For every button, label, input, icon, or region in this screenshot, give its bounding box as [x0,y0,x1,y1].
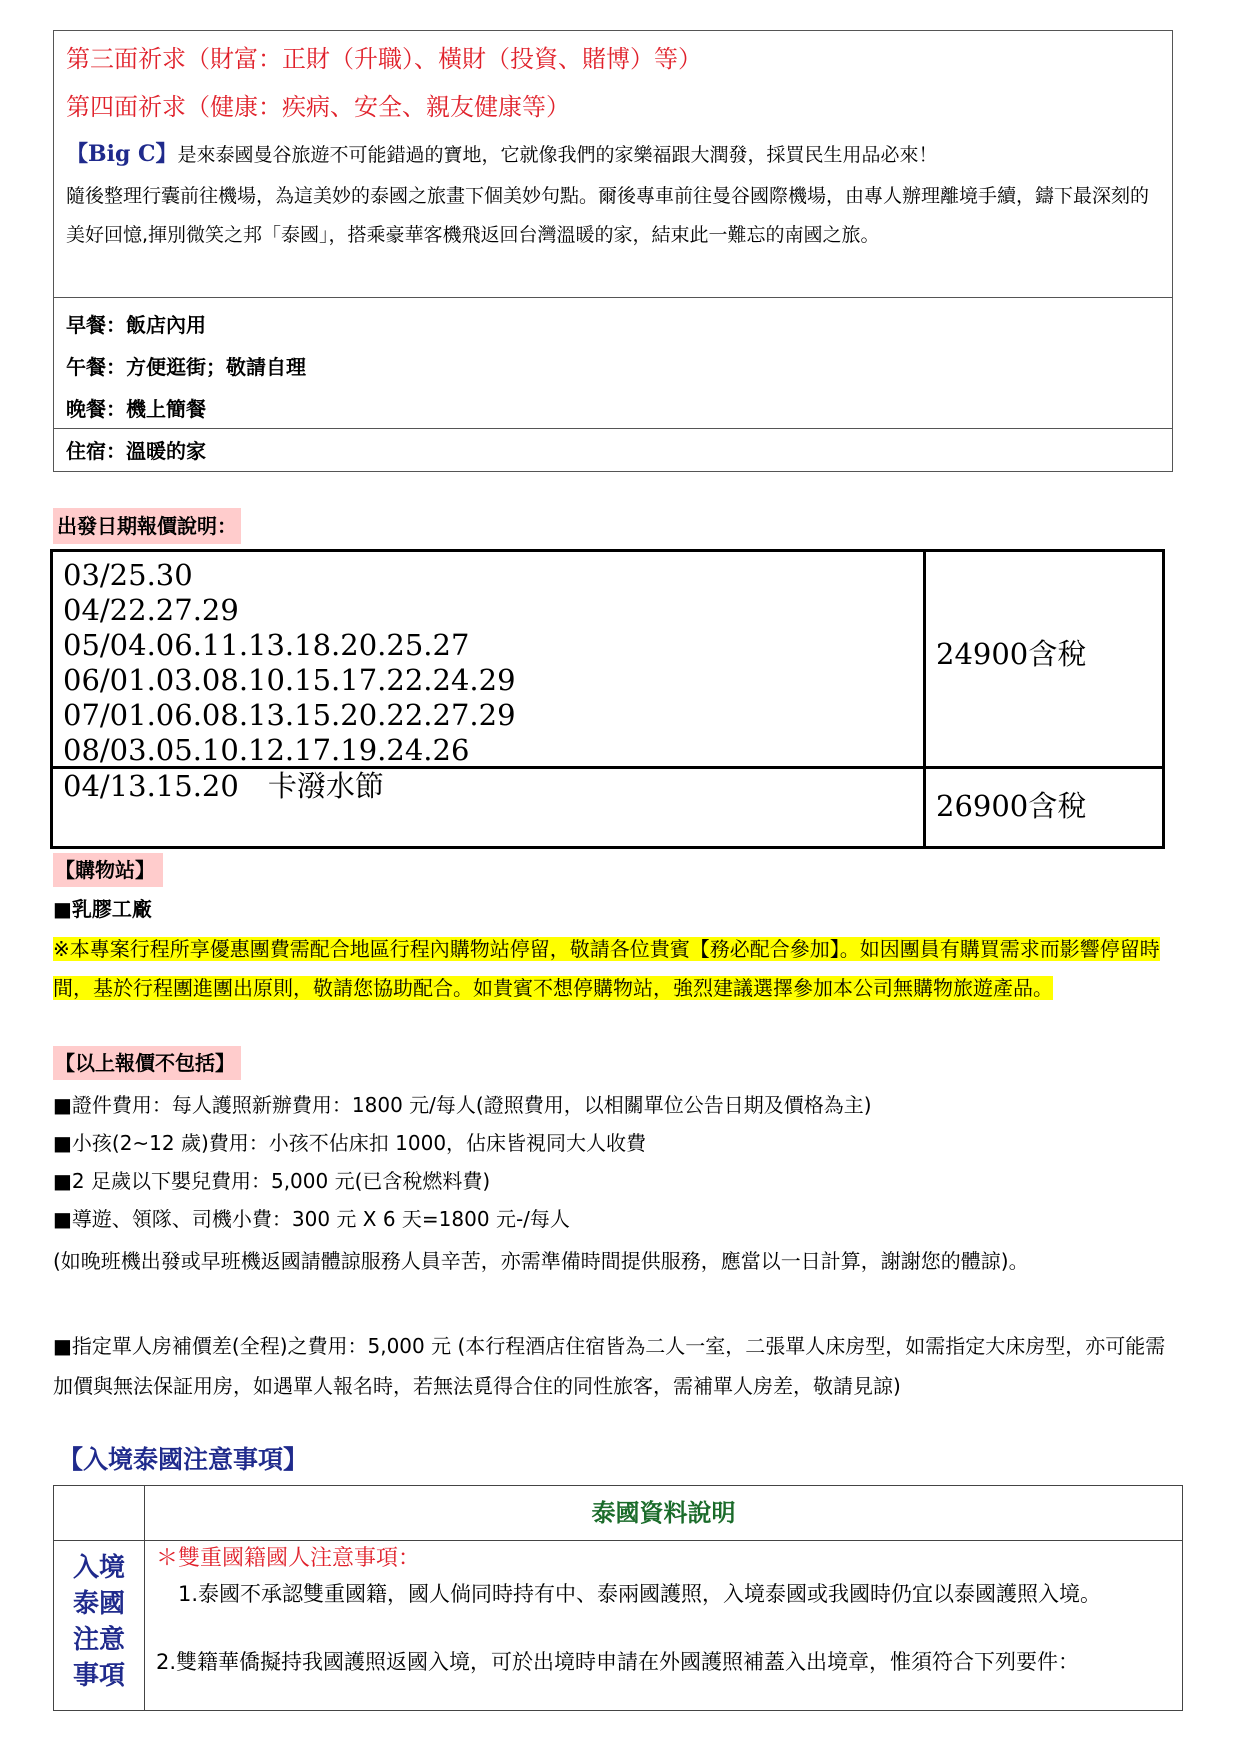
side-label: 入境泰國注意事項 [72,1553,125,1691]
dates-cell-1 [63,558,963,768]
airport-paragraph: 隨後整理行囊前往機場，為這美妙的泰國之旅畫下個美妙句點。爾後專車前往曼谷國際機場，由專人辦理離境手續，鑄下最深刻的美好回憶,揮別微笑之邦「泰國」，搭乘豪華客機飛返回台灣溫暖的家，結束此一難忘的南國之旅。 [66,185,1150,246]
pray-fourth-face: 第四面祈求（健康：疾病、安全、親友健康等） [66,93,570,121]
price-cell-2: 26900含稅 [936,789,1087,823]
departure-row-2 [53,766,1162,846]
lodging-box [53,428,1173,472]
date-line: 06/01.03.08.10.15.17.22.24.29 [63,663,516,697]
date-line: 08/03.05.10.12.17.19.24.26 [63,733,470,767]
shopping-heading: 【購物站】 [53,853,163,887]
bigc-line [66,135,938,174]
excluded-item: ■證件費用：每人護照新辦費用：1800 元/每人(證照費用，以相關單位公告日期及價格為主) [53,1093,872,1117]
excluded-item: ■導遊、領隊、司機小費：300 元 X 6 天=1800 元-/每人 [53,1207,570,1231]
thailand-table [53,1485,1183,1711]
row-divider [54,1540,1182,1541]
lodging-text: 住宿：溫暖的家 [66,439,206,463]
note-1: 1.泰國不承認雙重國籍，國人倘同時持有中、泰兩國護照，入境泰國或我國時仍宜以泰國護照入境。 [178,1582,1102,1606]
date-line: 05/04.06.11.13.18.20.25.27 [63,628,470,662]
bigc-tag: 【Big C】 [66,141,178,167]
shopping-notice [53,930,1183,1008]
pray-third-face: 第三面祈求（財富：正財（升職）、橫財（投資、賭博）等） [66,45,702,73]
meal-lunch: 午餐：方便逛街；敬請自理 [66,355,306,379]
meal-dinner: 晚餐：機上簡餐 [66,397,206,421]
cell-divider [923,552,926,766]
excluded-heading: 【以上報價不包括】 [53,1046,241,1080]
departure-row-1 [53,552,1162,769]
bigc-text: 是來泰國曼谷旅遊不可能錯過的寶地，它就像我們的家樂福跟大潤發，採買民生用品必來！ [177,144,938,166]
meals-box [53,297,1173,429]
date-line: 07/01.06.08.13.15.20.22.27.29 [63,698,516,732]
note-2: 2.雙籍華僑擬持我國護照返國入境，可於出境時申請在外國護照補蓋入出境章，惟須符合下列要件： [156,1650,1080,1674]
dates-cell-2: 04/13.15.20 卡潑水節 [63,769,384,803]
excluded-item: ■小孩(2~12 歲)費用：小孩不佔床扣 1000，佔床皆視同大人收費 [53,1131,647,1155]
shopping-notice-text: ※本專案行程所享優惠團費需配合地區行程內購物站停留，敬請各位貴賓【務必配合參加】。如因團員有購買需求而影響停留時間，基於行程團進團出原則，敬請您協助配合。如貴賓不想停購物站，強烈建議選擇參加本公司無購物旅遊產品。 [53,937,1160,1000]
excluded-item: ■指定單人房補價差(全程)之費用：5,000 元 (本行程酒店住宿皆為二人一室，二張單人床房型，如需指定大床房型，亦可能需加價與無法保証用房，如遇單人報名時，若無法覓得合住的同性旅客，需補單人房差，敬請見諒) [53,1334,1166,1398]
price-cell-1: 24900含稅 [936,637,1087,671]
meal-breakfast: 早餐：飯店內用 [66,313,206,337]
departure-heading: 出發日期報價說明： [53,508,241,544]
thailand-heading: 【入境泰國注意事項】 [58,1445,309,1474]
dual-nationality-title: ＊雙重國籍國人注意事項： [156,1546,421,1571]
excluded-item: (如晚班機出發或早班機返國請體諒服務人員辛苦，亦需準備時間提供服務，應當以一日計算，謝謝您的體諒)。 [53,1249,1029,1273]
shopping-item: ■乳膠工廠 [53,897,152,921]
date-line: 03/25.30 [63,558,193,592]
cell-divider [923,766,926,846]
departure-table [50,549,1165,849]
excluded-item: ■2 足歲以下嬰兒費用：5,000 元(已含稅燃料費) [53,1169,491,1193]
itinerary-day-box [53,30,1173,298]
date-line: 04/22.27.29 [63,593,239,627]
thailand-table-title: 泰國資料說明 [591,1499,736,1527]
